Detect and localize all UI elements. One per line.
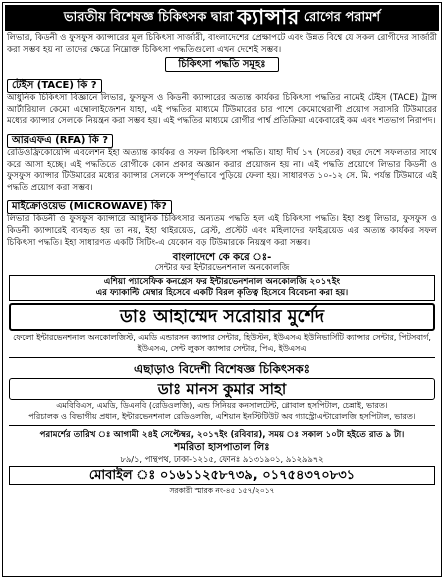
who-line2: এশিয়া প্যাসেফিক কনগ্রেস ফর ইন্টারভেনশনাল অনকোলজি ২০১৭ইং — [103, 277, 341, 288]
header-post: রোগের পরামর্শ — [303, 9, 381, 25]
tace-title: টেইস (TACE) কি ? — [7, 79, 102, 93]
microwave-section — [3, 194, 441, 249]
who-heading: বাংলাদেশে কে করে ঃ- — [172, 252, 272, 264]
header-pre: ভারতীয় বিশেষজ্ঞ চিকিৎসক দ্বারা — [63, 9, 234, 25]
rfa-section — [3, 128, 441, 194]
advertisement-page — [2, 2, 442, 577]
congress-bar — [9, 275, 435, 301]
microwave-text: লিভার কিডনী ও ফুসফুস ক্যান্সারে আধুনিক চিকিৎসার অন্যতম পদ্ধতি হল এই চিকিৎসা পদ্ধতি। ইহা শুধু লিভার, ফুসফুস ও কিডনী ক্যান্সারেই ব্যবহৃত হয় তা নয়, ইহা থাইরয়েড, ব্রেস্ট, প্রস্টেট এবং মহিলাদের ফাইব্রয়েড এর অত্যন্ত কার্যকর সফল চিকিৎসা পদ্ধতি। ইহা সাধারণত একটি সিটিং-এ যেকোন বড় টিউমারকে নিয়ন্ত্রণ করা সম্ভব। — [7, 214, 437, 248]
tace-text: আধুনিক চিকিৎসা বিজ্ঞানে লিভার, ফুসফুস ও কিডনী ক্যান্সারের অত্যন্ত কার্যকর চিকিৎসা পদ্ধতির নামেই টেইস (TACE) ট্রান্স আর্টারিয়াল কেমো এম্বোলাইজেশন যাহা, এই পদ্ধতির মাধ্যমে টিউমারের চার পাশে কেমোথেরাপী প্রয়োগ সরাসরি টিউমারের মধ্যের ক্যান্সার সেলকে নিয়ন্ত্রন করা সম্ভব হয়। এই পদ্ধতির মাধ্যমে রোগীর পার্শ্ব প্রতিক্রিয়া একেবারেই কম এবং শতভাগ নিরাপদ। — [7, 93, 437, 127]
mobile-numbers: মোবাইল ঃ ০১৬১১২৫৮৭৩৯, ০১৭৫৪৩৭০৮৩১ — [9, 466, 435, 485]
microwave-title: মাইক্রোওয়েভ (MICROWAVE) কি? — [7, 200, 172, 214]
hospital-name: শমরিতা হাসপাতাল লিঃ — [174, 442, 270, 454]
hospital-address: ৮৯/১, পান্থপথ, ঢাকা-১২১৫, ফোনঃ ৯১৩১৯০১, ৯১২৯৯৭২ — [120, 454, 324, 465]
who-performs-block — [3, 252, 441, 274]
rfa-title: আরএফএ (RFA) কি ? — [7, 134, 113, 148]
doctor2-credentials-2: পরিচালক ও বিভাগীয় প্রধান, ইন্টারভেনশনাল রেডিওলজি, এশিয়ান ইনস্টিটিউট অব গ্যাস্ট্রোএন্টারোলজি হসপিটাল, ভারত। — [28, 411, 416, 421]
doctor2-name: ডাঃ মানস কুমার সাহা — [9, 378, 435, 400]
doctor1-credentials: ফেলো ইন্টারভেনশনাল অনকোলজিস্ট, এমডি এন্ডারসন ক্যান্সার সেন্টার, হিউস্টন, ইউএসএ ইউনিভার্সিটি ক্যান্সার সেন্টার, পিটসবার্গ, ইউএসএ, সেন্ট লুকস ক্যান্সার সেন্টার, পিএ, ইউএসএ — [13, 333, 431, 353]
consultation-date: পরামর্শের তারিখ ঃ আগামী ২৪ই সেপ্টেম্বর, ২০১৭ইং (রবিবার), সময় ঃ সকাল ১০টা হইতে রাত ৯ টা। — [39, 430, 405, 441]
foreign-heading: এছাড়াও বিদেশী বিশেষজ্ঞ চিকিৎসকঃ — [133, 362, 311, 377]
government-memo: সরকারী স্মারক নং-৪৫ ১৫৭/২০১৭ — [169, 486, 275, 496]
who-line3: এর ফ্যাকাল্টি মেম্বার হিসেবে একটি বিরল কৃতিত্ব হিসেবে বিবেচনা করা হয়। — [95, 288, 349, 299]
doctor1-name: ডাঃ আহাম্মেদ সরোয়ার মুর্শেদ — [9, 303, 435, 331]
header-banner — [5, 5, 439, 31]
doctor2-credentials-1: এমবিবিএস, এমডি, ডিএনবি (রেডিওলজি), এন্ড সিনিয়র কনসালটেন্ট, গ্লোবাল হসপিটাল, চেন্নাই, ভারত। — [56, 401, 388, 411]
intro-text: লিভার, কিডনী ও ফুসফুস ক্যান্সারের মূল চিকিৎসা সার্জারী, বাংলাদেশের প্রেক্ষাপটে এবং উন্নত বিশ্বে যে সকল রোগীদের সার্জারী করা সম্ভব হয় না তাদের ক্ষেত্রে নিম্নোক্ত চিকিৎসা পদ্ধতিগুলো এখন দেশেই সম্ভব। — [7, 33, 437, 55]
divider — [9, 357, 435, 358]
rfa-text: রেডিওফ্রিকোয়েন্সি এবলেশন ইহা অত্যান্ত কার্যকর ও সফল চিকিৎসা পদ্ধতি। যাহা দীর্ঘ ১৭ (সতের) বছর দেশে সফলতার সাথে করে আসা হচ্ছে। এই পদ্ধতিতে রোগীকে কোন প্রকার অজ্ঞান করার প্রয়োজন হয় না। এই পদ্ধতি প্রয়োগে লিভার কিডনী ও ফুসফুস ক্যান্সার টিউমারের মধ্যের ক্যান্সার সেলকে সম্পূর্ণভাবে পুড়িয়ে ফেলা হয়। সাধারণত ১০-১২ সে. মি. পর্যন্ত টিউমারে এই পদ্ধতি প্রয়োগ করা সম্ভব। — [7, 147, 437, 193]
tace-section — [3, 73, 441, 128]
who-line1: সেন্টার ফর ইন্টারভেনশনাল অনকোলজি — [154, 263, 290, 274]
header-cancer-word: ক্যান্সার — [237, 4, 300, 29]
divider-2 — [9, 425, 435, 426]
methods-title: চিকিৎসা পদ্ধতি সমূহঃ — [165, 57, 278, 72]
